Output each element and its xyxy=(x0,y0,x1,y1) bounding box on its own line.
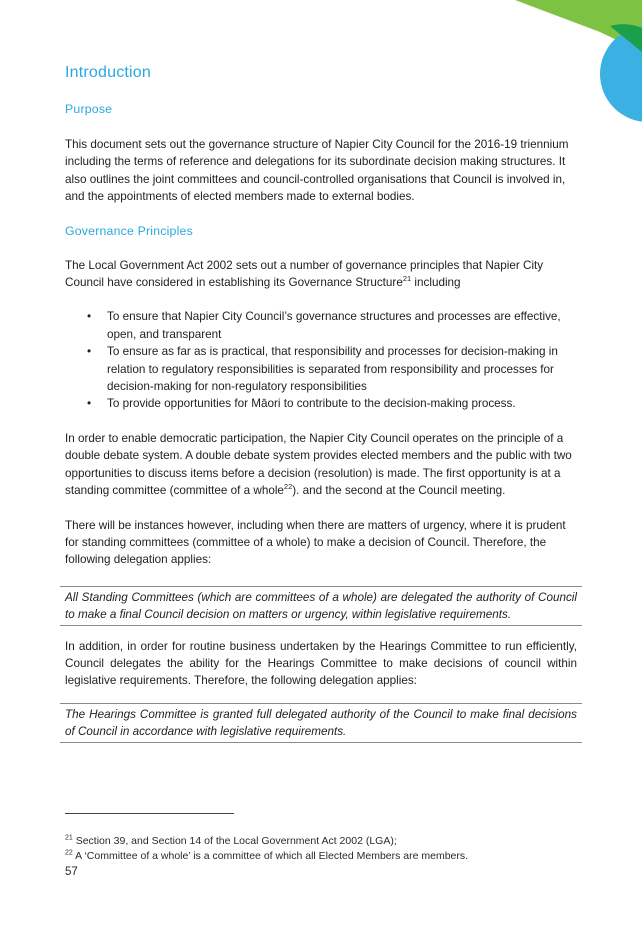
bullet-icon: • xyxy=(87,397,92,411)
footnote-ref-22: 22 xyxy=(283,482,293,492)
purpose-paragraph: This document sets out the governance structure of Napier City Council for the 2016-19 triennium including the terms of reference and delegations for its subordinate decision making structures. It also outlines the joint committees and council-controlled organisations that Council is involved in, and the appointments of elected members made to external bodies. xyxy=(65,138,569,204)
list-item: • To provide opportunities for Māori to contribute to the decision-making process. xyxy=(65,395,577,412)
page-number: 57 xyxy=(65,866,78,878)
hearings-paragraph: In addition, in order for routine business undertaken by the Hearings Committee to run efficiently, Council delegates the ability for the Hearings Committee to make decisions of council within legislative requirements. Therefore, the following delegation applies: xyxy=(65,639,577,688)
principles-list xyxy=(65,308,577,412)
footnote-divider xyxy=(65,813,234,814)
urgency-paragraph: There will be instances however, including when there are matters of urgency, where it is prudent for standing committees (committee of a whole) to make a decision of Council. Therefore, the following delegation applies: xyxy=(65,518,566,567)
bullet-icon: • xyxy=(87,310,92,324)
main-content xyxy=(65,64,577,743)
governance-intro-paragraph: The Local Government Act 2002 sets out a number of governance principles that Napier City Council have considered in establishing its Governance Structure$^{21}$ including xyxy=(65,258,544,290)
list-item: • To ensure as far as is practical, that responsibility and processes for decision-making in relation to regulatory responsibilities is separated from responsibility and processes for decision-making for non-regulatory responsibilities xyxy=(87,345,558,394)
footnotes xyxy=(65,834,577,864)
governance-heading: Governance Principles xyxy=(65,223,193,238)
footnote-22: $^{22}$ A ‘Committee of a whole’ is a committee of which all Elected Members are members. xyxy=(65,849,469,862)
purpose-heading: Purpose xyxy=(65,102,113,116)
double-debate-paragraph: In order to enable democratic participation, the Napier City Council operates on the principle of a double debate system. A double debate system provides elected members and the public with two opportunities to discuss items before a decision (resolution) is made. The first opportunity is at a standing committee (committee of a whole$^{22}$). and the second at the Council meeting. xyxy=(65,431,572,498)
delegation-box-hearings-committee: The Hearings Committee is granted full delegated authority of the Council to make final decisions of Council in accordance with legislative requirements. xyxy=(60,703,582,743)
delegation-box-standing-committees: All Standing Committees (which are committees of a whole) are delegated the authority of Council to make a final Council decision on matters or urgency, within legislative requirements. xyxy=(60,586,582,626)
bullet-icon: • xyxy=(87,345,92,359)
footnote-21: $^{21}$ Section 39, and Section 14 of the Local Government Act 2002 (LGA); xyxy=(65,834,397,847)
page-heading: Introduction xyxy=(65,64,152,81)
footnote-ref-21: 21 xyxy=(402,274,412,284)
list-item: • To ensure that Napier City Council’s governance structures and processes are effective, open, and transparent xyxy=(87,310,561,341)
